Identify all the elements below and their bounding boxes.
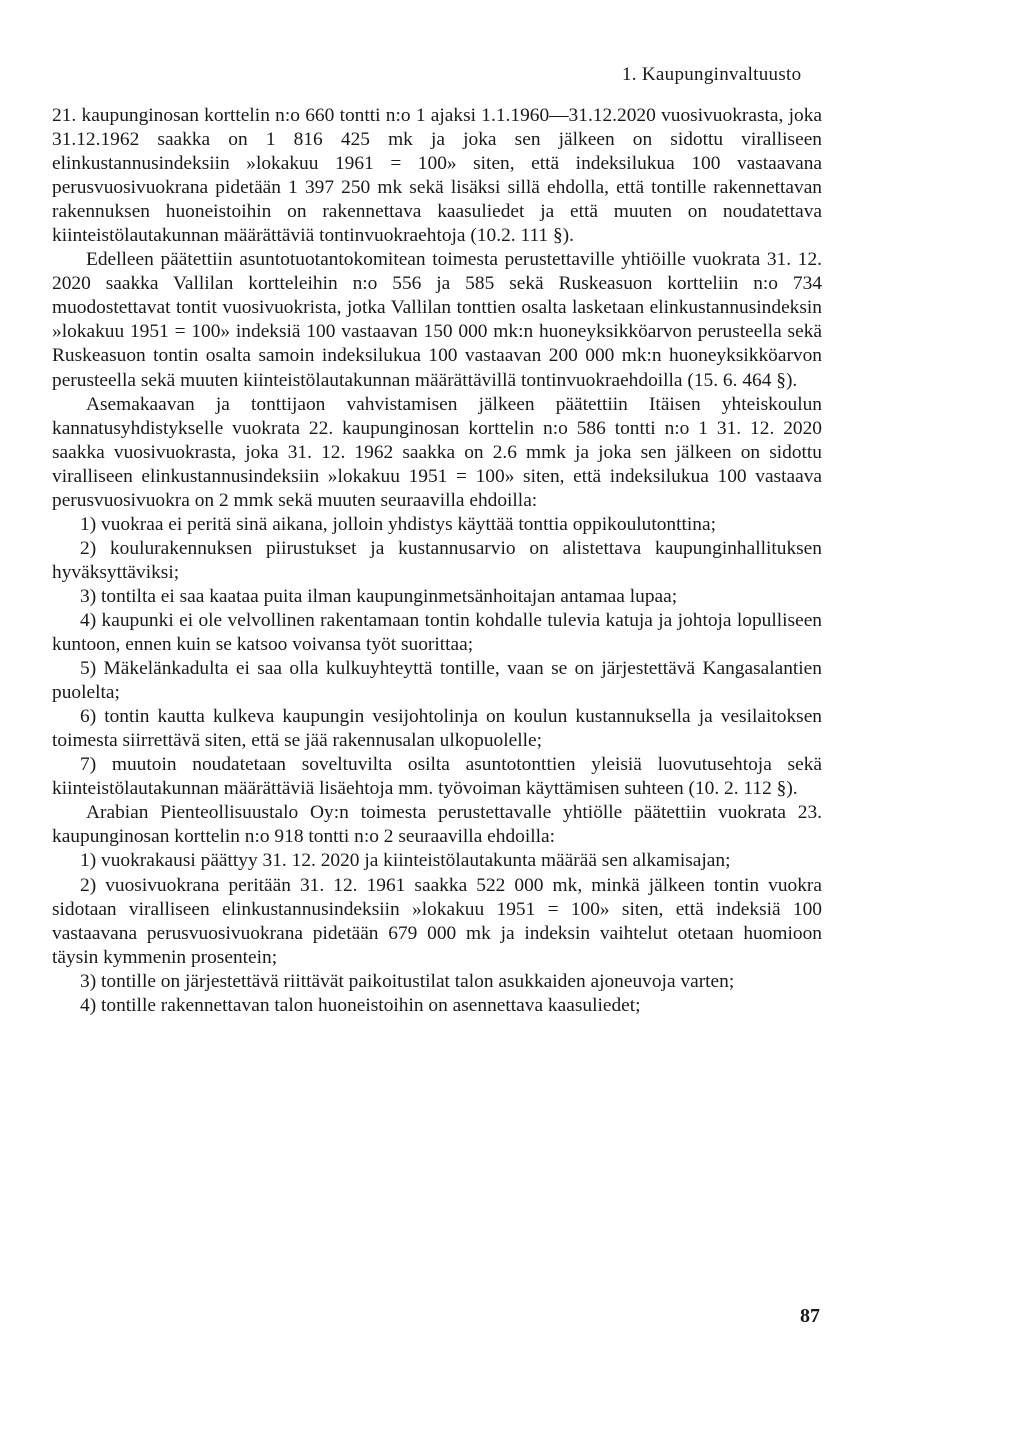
- page-number: 87: [800, 1305, 820, 1327]
- body-text: [52, 104, 822, 1018]
- list-item-arabia-2: 2) vuosivuokrana peritään 31. 12. 1961 saakka 522 000 mk, minkä jälkeen tontin vuokra sidotaan viralliseen elinkustannusindeksiin »lokakuu 1951 = 100» siten, että indeksiä 100 vastaavana perusvuosivuokrana pidetään 679 000 mk ja indeksin vaihtelut otetaan huomioon täysin kymmenin prosentein;: [52, 874, 822, 968]
- list-item-school-1: 1) vuokraa ei peritä sinä aikana, jolloin yhdistys käyttää tonttia oppikoulutonttina;: [80, 513, 716, 535]
- paragraph-itainen-yhteiskoulu: Asemakaavan ja tonttijaon vahvistamisen jälkeen päätettiin Itäisen yhteiskoulun kannatusyhdistykselle vuokrata 22. kaupunginosan korttelin n:o 586 tontti n:o 1 31. 12. 2020 saakka vuosivuokrasta, joka 31. 12. 1962 saakka on 2.6 mmk ja joka sen jälkeen on sidottu viralliseen elinkustannusindeksiin »lokakuu 1951 = 100» siten, että indeksilukua 100 vastaava perusvuosivuokra on 2 mmk sekä muuten seuraavilla ehdoilla:: [52, 393, 822, 511]
- list-item-school-7: 7) muutoin noudatetaan soveltuvilta osilta asuntotonttien yleisiä luovutusehtoja sekä kiinteistölautakunnan määrättäviä lisäehtoja mm. työvoiman käyttämisen suhteen (10. 2. 112 §).: [52, 754, 822, 800]
- list-item-arabia-3: 3) tontille on järjestettävä riittävät paikoitustilat talon asukkaiden ajoneuvoja varten;: [80, 970, 735, 992]
- list-item-school-2: 2) koulurakennuksen piirustukset ja kustannusarvio on alistettava kaupunginhallituksen hyväksyttäviksi;: [52, 537, 822, 583]
- paragraph-vallila-ruskeasuo: Edelleen päätettiin asuntotuotantokomitean toimesta perustettaville yhtiöille vuokrata 31. 12. 2020 saakka Vallilan kortteleihin n:o 556 ja 585 sekä Ruskeasuon kortteliin n:o 734 muodostettavat tontit vuosivuokrista, jotka Vallilan tonttien osalta lasketaan elinkustannusindeksin »lokakuu 1951 = 100» indeksiä 100 vastaavan 150 000 mk:n huoneyksikköarvon perusteella sekä Ruskeasuon tontin osalta samoin indeksilukua 100 vastaavan 200 000 mk:n huoneyksikköarvon perusteella sekä muuten kiinteistölautakunnan määrättävillä tontinvuokraehdoilla (15. 6. 464 §).: [52, 249, 822, 391]
- list-item-arabia-1: 1) vuokrakausi päättyy 31. 12. 2020 ja kiinteistölautakunta määrää sen alkamisajan;: [80, 850, 731, 872]
- list-item-arabia-4: 4) tontille rakennettavan talon huoneistoihin on asennettava kaasuliedet;: [80, 994, 641, 1016]
- paragraph-arabian-pienteollisuustalo: Arabian Pienteollisuustalo Oy:n toimesta perustettavalle yhtiölle päätettiin vuokrata 23. kaupunginosan korttelin n:o 918 tontti n:o 2 seuraavilla ehdoilla:: [52, 802, 822, 848]
- list-item-school-3: 3) tontilta ei saa kaataa puita ilman kaupunginmetsänhoitajan antamaa lupaa;: [80, 585, 678, 607]
- list-item-school-4: 4) kaupunki ei ole velvollinen rakentamaan tontin kohdalle tulevia katuja ja johtoja lopulliseen kuntoon, ennen kuin se katsoo voivansa työt suorittaa;: [52, 609, 822, 656]
- running-head: 1. Kaupunginvaltuusto: [622, 64, 802, 85]
- paragraph-continuation: 21. kaupunginosan korttelin n:o 660 tontti n:o 1 ajaksi 1.1.1960—31.12.2020 vuosivuokrasta, joka 31.12.1962 saakka on 1 816 425 mk ja joka sen jälkeen on sidottu viralliseen elinkustannusindeksiin »lokakuu 1961 = 100» siten, että indeksilukua 100 vastaavana perusvuosivuokrana pidetään 1 397 250 mk sekä lisäksi sillä ehdolla, että tontille rakennettavan rakennuksen huoneistoihin on rakennettava kaasuliedet ja että muuten on noudatettava kiinteistölautakunnan määrättäviä tontinvuokraehtoja (10.2. 111 §).: [52, 105, 822, 247]
- list-item-school-6: 6) tontin kautta kulkeva kaupungin vesijohtolinja on koulun kustannuksella ja vesilaitoksen toimesta siirrettävä siten, että se jää rakennusalan ulkopuolelle;: [52, 706, 822, 752]
- list-item-school-5: 5) Mäkelänkadulta ei saa olla kulkuyhteyttä tontille, vaan se on järjestettävä Kangasalantien puolelta;: [52, 658, 822, 704]
